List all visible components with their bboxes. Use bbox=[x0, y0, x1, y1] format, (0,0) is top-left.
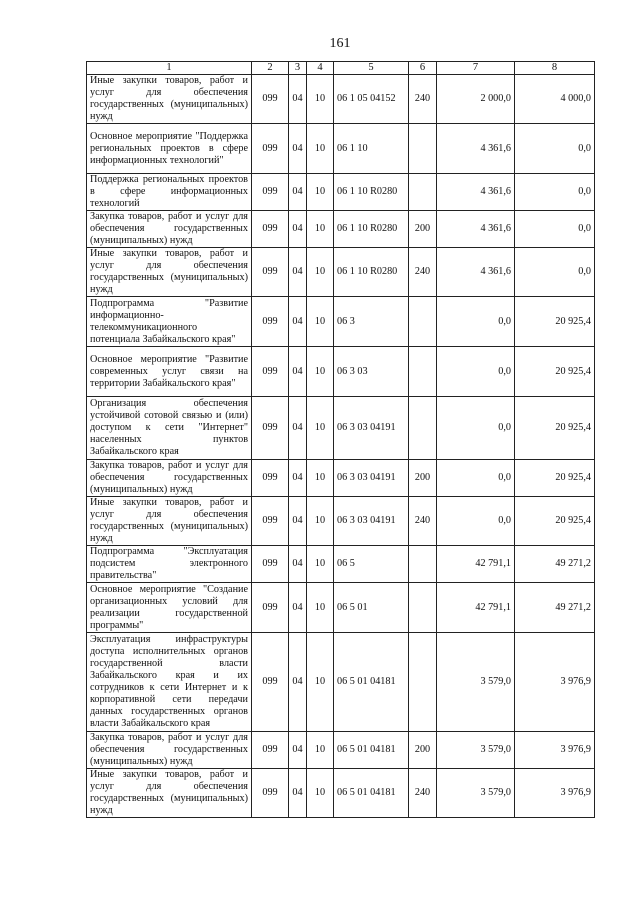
cell-amount-2: 20 925,4 bbox=[515, 497, 595, 546]
cell-section: 04 bbox=[289, 124, 307, 174]
table-row bbox=[87, 211, 595, 248]
cell-expense-type: 200 bbox=[409, 460, 437, 497]
cell-section: 04 bbox=[289, 497, 307, 546]
cell-amount-1: 4 361,6 bbox=[437, 124, 515, 174]
cell-target-code: 06 1 10 R0280 bbox=[334, 248, 409, 297]
table-row bbox=[87, 347, 595, 397]
cell-admin-code: 099 bbox=[252, 248, 289, 297]
column-header: 7 bbox=[437, 62, 515, 75]
cell-amount-1: 0,0 bbox=[437, 347, 515, 397]
cell-subsection: 10 bbox=[307, 397, 334, 460]
cell-amount-2: 20 925,4 bbox=[515, 460, 595, 497]
cell-subsection: 10 bbox=[307, 75, 334, 124]
row-name: Основное мероприятие "Поддержка региональных проектов в сфере информационных технологий" bbox=[87, 124, 252, 174]
cell-expense-type bbox=[409, 347, 437, 397]
cell-amount-1: 4 361,6 bbox=[437, 211, 515, 248]
cell-subsection: 10 bbox=[307, 124, 334, 174]
row-name: Организация обеспечения устойчивой сотовой связью и (или) доступом к сети "Интернет" населенных пунктов Забайкальского края bbox=[87, 397, 252, 460]
header-row bbox=[87, 62, 595, 75]
cell-target-code: 06 5 01 04181 bbox=[334, 769, 409, 818]
cell-expense-type: 240 bbox=[409, 248, 437, 297]
table-row bbox=[87, 297, 595, 347]
cell-section: 04 bbox=[289, 75, 307, 124]
table-row bbox=[87, 633, 595, 732]
cell-amount-2: 3 976,9 bbox=[515, 633, 595, 732]
row-name: Иные закупки товаров, работ и услуг для обеспечения государственных (муниципальных) нужд bbox=[87, 75, 252, 124]
cell-expense-type bbox=[409, 633, 437, 732]
cell-target-code: 06 3 03 04191 bbox=[334, 460, 409, 497]
cell-section: 04 bbox=[289, 546, 307, 583]
cell-target-code: 06 3 03 04191 bbox=[334, 497, 409, 546]
column-header: 3 bbox=[289, 62, 307, 75]
table-row bbox=[87, 769, 595, 818]
row-name: Основное мероприятие "Развитие современных услуг связи на территории Забайкальского края" bbox=[87, 347, 252, 397]
cell-expense-type bbox=[409, 174, 437, 211]
column-header: 5 bbox=[334, 62, 409, 75]
cell-subsection: 10 bbox=[307, 174, 334, 211]
cell-amount-1: 42 791,1 bbox=[437, 583, 515, 633]
cell-subsection: 10 bbox=[307, 633, 334, 732]
row-name: Закупка товаров, работ и услуг для обеспечения государственных (муниципальных) нужд bbox=[87, 460, 252, 497]
cell-amount-1: 42 791,1 bbox=[437, 546, 515, 583]
row-name: Закупка товаров, работ и услуг для обеспечения государственных (муниципальных) нужд bbox=[87, 211, 252, 248]
column-header: 2 bbox=[252, 62, 289, 75]
cell-admin-code: 099 bbox=[252, 174, 289, 211]
cell-amount-2: 0,0 bbox=[515, 124, 595, 174]
cell-amount-2: 3 976,9 bbox=[515, 769, 595, 818]
cell-section: 04 bbox=[289, 211, 307, 248]
cell-admin-code: 099 bbox=[252, 347, 289, 397]
cell-subsection: 10 bbox=[307, 769, 334, 818]
cell-amount-2: 20 925,4 bbox=[515, 297, 595, 347]
cell-amount-2: 0,0 bbox=[515, 174, 595, 211]
cell-amount-2: 3 976,9 bbox=[515, 732, 595, 769]
column-header: 1 bbox=[87, 62, 252, 75]
cell-section: 04 bbox=[289, 769, 307, 818]
cell-expense-type: 240 bbox=[409, 769, 437, 818]
cell-amount-1: 4 361,6 bbox=[437, 248, 515, 297]
cell-amount-1: 0,0 bbox=[437, 460, 515, 497]
cell-subsection: 10 bbox=[307, 248, 334, 297]
cell-target-code: 06 1 10 R0280 bbox=[334, 211, 409, 248]
cell-amount-1: 3 579,0 bbox=[437, 732, 515, 769]
cell-expense-type bbox=[409, 583, 437, 633]
cell-amount-1: 3 579,0 bbox=[437, 769, 515, 818]
table-row bbox=[87, 397, 595, 460]
cell-admin-code: 099 bbox=[252, 583, 289, 633]
table-row bbox=[87, 174, 595, 211]
cell-expense-type bbox=[409, 297, 437, 347]
table-row bbox=[87, 124, 595, 174]
row-name: Эксплуатация инфраструктуры доступа исполнительных органов государственной власти Забайкальского края и их сотрудников к сети Интернет и к корпоративной сети передачи данных государственных органов власти Забайкальского края bbox=[87, 633, 252, 732]
table-row bbox=[87, 732, 595, 769]
cell-subsection: 10 bbox=[307, 732, 334, 769]
cell-section: 04 bbox=[289, 297, 307, 347]
cell-amount-2: 20 925,4 bbox=[515, 347, 595, 397]
cell-admin-code: 099 bbox=[252, 732, 289, 769]
cell-target-code: 06 1 05 04152 bbox=[334, 75, 409, 124]
cell-expense-type bbox=[409, 546, 437, 583]
row-name: Подпрограмма "Развитие информационно-телекоммуникационного потенциала Забайкальского края" bbox=[87, 297, 252, 347]
cell-expense-type: 200 bbox=[409, 732, 437, 769]
row-name: Поддержка региональных проектов в сфере информационных технологий bbox=[87, 174, 252, 211]
table-row bbox=[87, 583, 595, 633]
cell-section: 04 bbox=[289, 633, 307, 732]
cell-admin-code: 099 bbox=[252, 460, 289, 497]
cell-subsection: 10 bbox=[307, 297, 334, 347]
cell-target-code: 06 5 01 bbox=[334, 583, 409, 633]
row-name: Закупка товаров, работ и услуг для обеспечения государственных (муниципальных) нужд bbox=[87, 732, 252, 769]
cell-section: 04 bbox=[289, 460, 307, 497]
cell-amount-2: 0,0 bbox=[515, 211, 595, 248]
cell-amount-1: 0,0 bbox=[437, 397, 515, 460]
table-row bbox=[87, 75, 595, 124]
cell-admin-code: 099 bbox=[252, 633, 289, 732]
cell-section: 04 bbox=[289, 174, 307, 211]
row-name: Иные закупки товаров, работ и услуг для обеспечения государственных (муниципальных) нужд bbox=[87, 497, 252, 546]
cell-subsection: 10 bbox=[307, 497, 334, 546]
table-row bbox=[87, 248, 595, 297]
column-header: 8 bbox=[515, 62, 595, 75]
cell-admin-code: 099 bbox=[252, 124, 289, 174]
cell-amount-2: 4 000,0 bbox=[515, 75, 595, 124]
cell-target-code: 06 5 01 04181 bbox=[334, 633, 409, 732]
cell-amount-2: 20 925,4 bbox=[515, 397, 595, 460]
column-header: 6 bbox=[409, 62, 437, 75]
table-row bbox=[87, 497, 595, 546]
cell-expense-type bbox=[409, 397, 437, 460]
cell-amount-2: 49 271,2 bbox=[515, 583, 595, 633]
cell-target-code: 06 3 bbox=[334, 297, 409, 347]
table-row bbox=[87, 460, 595, 497]
cell-target-code: 06 1 10 R0280 bbox=[334, 174, 409, 211]
cell-expense-type: 240 bbox=[409, 497, 437, 546]
row-name: Иные закупки товаров, работ и услуг для обеспечения государственных (муниципальных) нужд bbox=[87, 248, 252, 297]
cell-subsection: 10 bbox=[307, 546, 334, 583]
cell-expense-type: 240 bbox=[409, 75, 437, 124]
cell-expense-type: 200 bbox=[409, 211, 437, 248]
cell-section: 04 bbox=[289, 347, 307, 397]
cell-subsection: 10 bbox=[307, 460, 334, 497]
cell-amount-1: 0,0 bbox=[437, 497, 515, 546]
cell-expense-type bbox=[409, 124, 437, 174]
cell-section: 04 bbox=[289, 397, 307, 460]
cell-section: 04 bbox=[289, 732, 307, 769]
cell-admin-code: 099 bbox=[252, 546, 289, 583]
cell-amount-2: 49 271,2 bbox=[515, 546, 595, 583]
row-name: Подпрограмма "Эксплуатация подсистем электронного правительства" bbox=[87, 546, 252, 583]
cell-admin-code: 099 bbox=[252, 75, 289, 124]
page-number: 161 bbox=[329, 36, 351, 51]
cell-amount-2: 0,0 bbox=[515, 248, 595, 297]
cell-target-code: 06 5 bbox=[334, 546, 409, 583]
cell-target-code: 06 1 10 bbox=[334, 124, 409, 174]
cell-target-code: 06 3 03 bbox=[334, 347, 409, 397]
budget-table bbox=[86, 61, 595, 818]
cell-admin-code: 099 bbox=[252, 211, 289, 248]
row-name: Основное мероприятие "Создание организационных условий для реализации государственной программы" bbox=[87, 583, 252, 633]
cell-admin-code: 099 bbox=[252, 297, 289, 347]
table-row bbox=[87, 546, 595, 583]
column-header: 4 bbox=[307, 62, 334, 75]
cell-amount-1: 2 000,0 bbox=[437, 75, 515, 124]
cell-amount-1: 0,0 bbox=[437, 297, 515, 347]
cell-subsection: 10 bbox=[307, 347, 334, 397]
cell-subsection: 10 bbox=[307, 211, 334, 248]
cell-section: 04 bbox=[289, 248, 307, 297]
cell-amount-1: 4 361,6 bbox=[437, 174, 515, 211]
cell-target-code: 06 3 03 04191 bbox=[334, 397, 409, 460]
cell-admin-code: 099 bbox=[252, 769, 289, 818]
cell-amount-1: 3 579,0 bbox=[437, 633, 515, 732]
cell-admin-code: 099 bbox=[252, 497, 289, 546]
row-name: Иные закупки товаров, работ и услуг для обеспечения государственных (муниципальных) нужд bbox=[87, 769, 252, 818]
cell-subsection: 10 bbox=[307, 583, 334, 633]
cell-admin-code: 099 bbox=[252, 397, 289, 460]
cell-target-code: 06 5 01 04181 bbox=[334, 732, 409, 769]
cell-section: 04 bbox=[289, 583, 307, 633]
